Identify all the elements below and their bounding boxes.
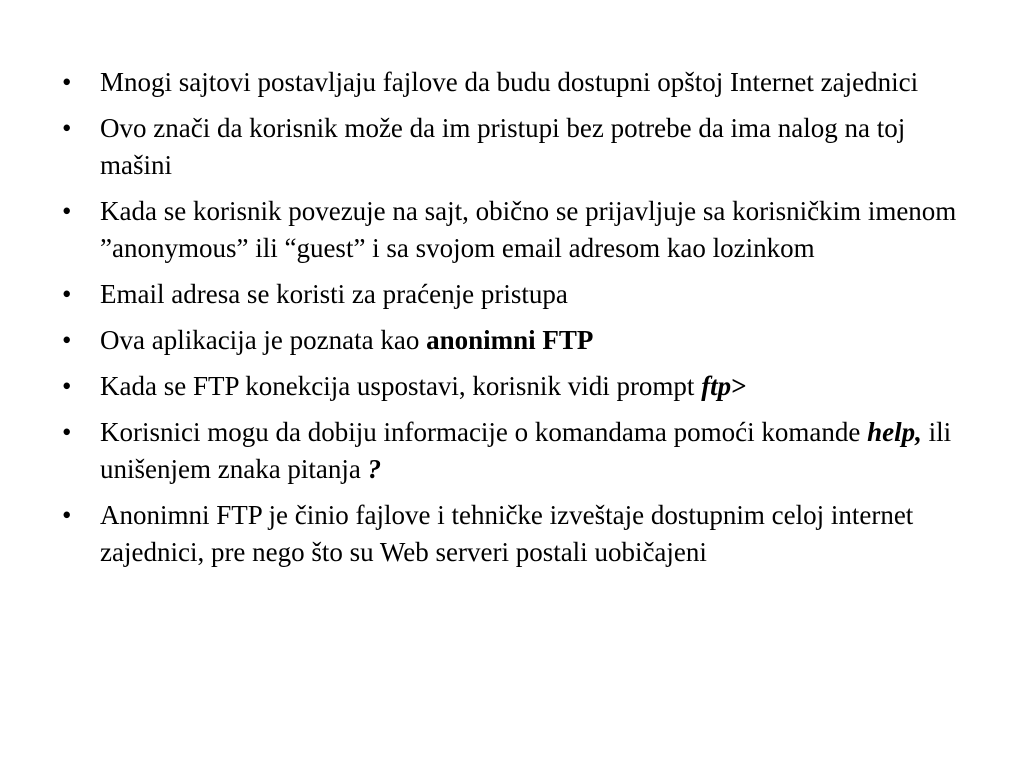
bullet-text: Kada se korisnik povezuje na sajt, obično se prijavljuje sa korisničkim imenom ”anonymous” ili “guest” i sa svojom email adresom kao lozinkom: [100, 196, 957, 263]
bullet-text: Kada se FTP konekcija uspostavi, korisnik vidi prompt: [100, 371, 702, 401]
bullet-dot-icon: •: [62, 325, 72, 355]
bullet-item: [62, 276, 962, 313]
bullet-dot-icon: •: [62, 196, 72, 226]
bullet-item: [62, 414, 962, 488]
bullet-item: [62, 497, 962, 571]
bullet-item: [62, 193, 962, 267]
bullet-text: Ovo znači da korisnik može da im pristupi bez potrebe da ima nalog na toj mašini: [100, 113, 906, 180]
bullet-text: Ova aplikacija je poznata kao: [100, 325, 427, 355]
bullet-text-middle: ili unišenjem znaka pitanja: [100, 417, 952, 484]
bullet-dot-icon: •: [62, 500, 72, 530]
prompt-name: ftp: [701, 371, 732, 401]
bullet-item: [62, 64, 962, 101]
bullet-text: Anonimni FTP je činio fajlove i tehničke izveštaje dostupnim celoj internet zajednici, pre nego što su Web serveri postali uobičajeni: [100, 500, 914, 567]
bullet-item: [62, 368, 962, 405]
bullet-list: [62, 64, 962, 580]
bullet-dot-icon: •: [62, 279, 72, 309]
bullet-text: Korisnici mogu da dobiju informacije o komandama pomoći komande: [100, 417, 868, 447]
bullet-item: [62, 322, 962, 359]
question-mark-command: ?: [367, 454, 382, 484]
bullet-dot-icon: •: [62, 113, 72, 143]
prompt-symbol: >: [731, 371, 747, 401]
bullet-text: Email adresa se koristi za praćenje pristupa: [100, 279, 568, 309]
bullet-item: [62, 110, 962, 184]
bullet-text: Mnogi sajtovi postavljaju fajlove da budu dostupni opštoj Internet zajednici: [100, 67, 919, 97]
bullet-dot-icon: •: [62, 67, 72, 97]
bullet-bold-term: anonimni FTP: [426, 325, 594, 355]
bullet-dot-icon: •: [62, 417, 72, 447]
help-command: help,: [867, 417, 922, 447]
bullet-dot-icon: •: [62, 371, 72, 401]
